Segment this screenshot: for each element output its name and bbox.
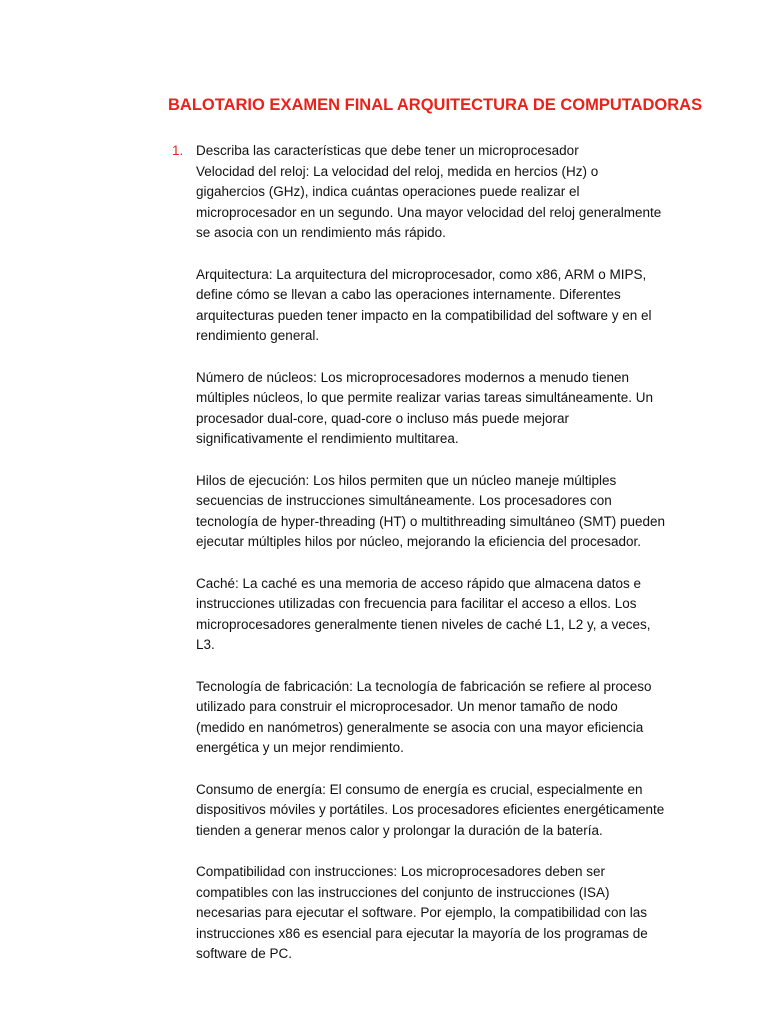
question-number: 1. — [172, 143, 184, 158]
answer-paragraph-clock-speed: Velocidad del reloj: La velocidad del reloj, medida en hercios (Hz) o gigahercios (GHz), indica cuántas operaciones puede realizar el microprocesador en un segundo. Una mayor velocidad del reloj generalmente se asocia con un rendimiento más rápido. — [196, 163, 662, 240]
document-title: BALOTARIO EXAMEN FINAL ARQUITECTURA DE COMPUTADORAS — [168, 96, 703, 114]
answer-paragraph-cores: Número de núcleos: Los microprocesadores modernos a menudo tienen múltiples núcleos, lo que permite realizar varias tareas simultáneamente. Un procesador dual-core, quad-core o incluso más puede mejorar significativamente el rendimiento multitarea. — [196, 369, 653, 446]
question-body — [196, 141, 666, 965]
answer-paragraph-fabrication: Tecnología de fabricación: La tecnología de fabricación se refiere al proceso utilizado para construir el microprocesador. Un menor tamaño de nodo (medido en nanómetros) generalmente se asocia con una mayor eficiencia energética y un mejor rendimiento. — [196, 678, 652, 755]
question-text: Describa las características que debe tener un microprocesador — [196, 143, 579, 158]
answer-paragraph-power: Consumo de energía: El consumo de energía es crucial, especialmente en dispositivos móviles y portátiles. Los procesadores eficientes energéticamente tienden a generar menos calor y prolongar la duración de la batería. — [196, 781, 665, 838]
answer-paragraph-instruction-compat: Compatibilidad con instrucciones: Los microprocesadores deben ser compatibles con las instrucciones del conjunto de instrucciones (ISA) necesarias para ejecutar el software. Por ejemplo, la compatibilidad con las instrucciones x86 es esencial para ejecutar la mayoría de los programas de software de PC. — [196, 864, 648, 961]
answer-paragraph-architecture: Arquitectura: La arquitectura del microprocesador, como x86, ARM o MIPS, define cómo se llevan a cabo las operaciones internamente. Diferentes arquitecturas pueden tener impacto en la compatibilidad del software y en el rendimiento general. — [196, 266, 652, 343]
answer-paragraph-cache: Caché: La caché es una memoria de acceso rápido que almacena datos e instrucciones utilizadas con frecuencia para facilitar el acceso a ellos. Los microprocesadores generalmente tienen niveles de caché L1, L2 y, a veces, L3. — [196, 575, 651, 652]
answer-paragraph-threads: Hilos de ejecución: Los hilos permiten que un núcleo maneje múltiples secuencias de instrucciones simultáneamente. Los procesadores con tecnología de hyper-threading (HT) o multithreading simultáneo (SMT) pueden ejecutar múltiples hilos por núcleo, mejorando la eficiencia del procesador. — [196, 472, 665, 549]
